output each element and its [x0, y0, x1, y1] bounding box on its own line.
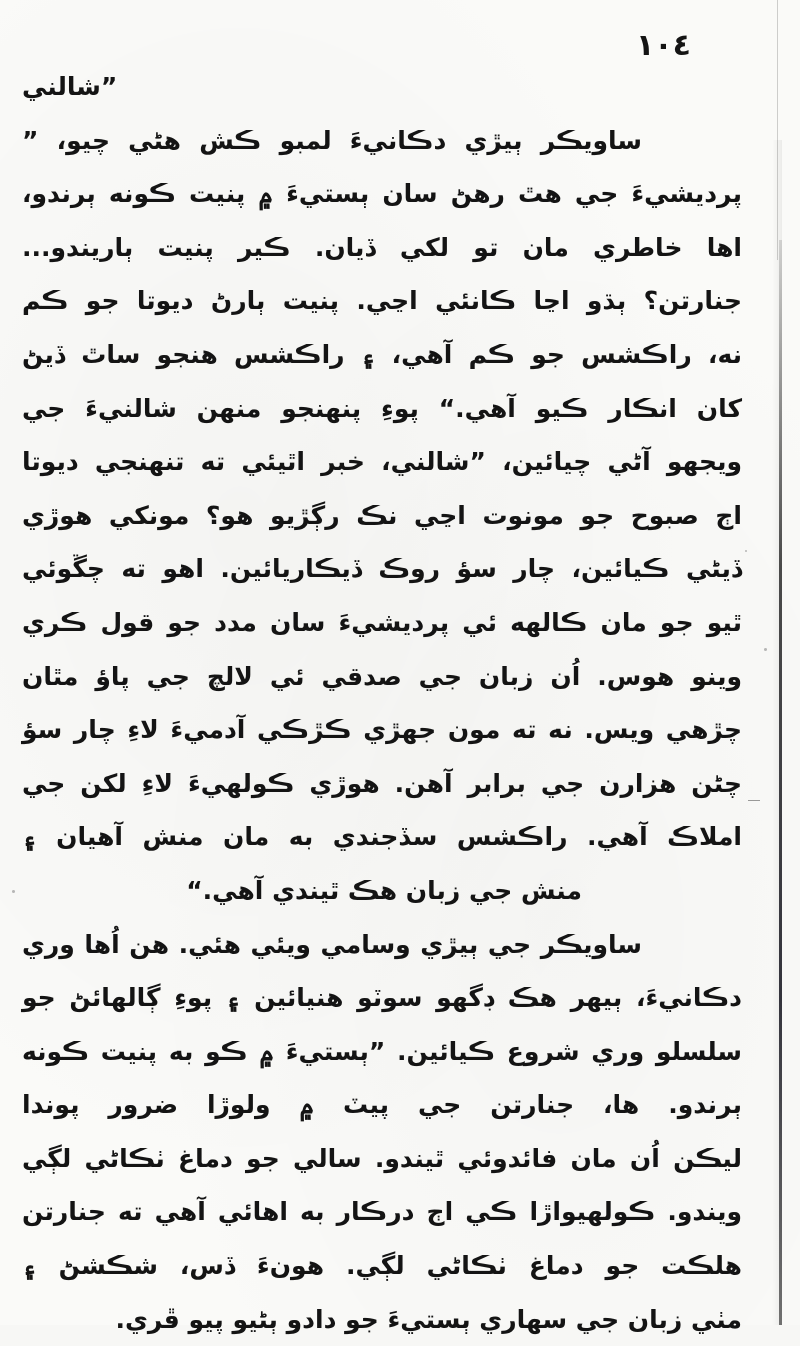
scan-speck — [745, 550, 747, 552]
text-line: ٻرندو. ها، جنارتن جي پيٽ ۾ ولوڙا ضرور پوندا — [22, 1090, 742, 1120]
text-line: چڙهي ويس. نه ته مون جهڙي ڪڙڪي آدميءَ لاءِ چار سؤ — [22, 715, 742, 745]
text-line: املاڪ آهي. راڪشس سڏجندي به مان منش آهيان ۽ — [22, 822, 742, 852]
text-line: ساويڪر ٻيڙي دڪانيءَ لمبو ڪش هڻي چيو، ” — [22, 125, 642, 155]
body-text — [22, 60, 742, 1346]
text-line: چڻن هزارن جي برابر آهن. هوڙي ڪولهيءَ لاءِ لکن جي — [22, 768, 742, 798]
text-line: دڪانيءَ، ٻيهر هڪ ڊگهو سوٽو هنيائين ۽ پوءِ ڳالهائڻ جو — [22, 983, 742, 1013]
scan-speck — [12, 890, 15, 893]
scan-mark — [748, 800, 760, 801]
text-line: نه، راڪشس جو ڪم آهي، ۽ راڪشس هنجو ساٿ ڏيڻ — [22, 339, 742, 369]
text-line: ويجهو آڻي چيائين، ”شالني، خبر اٿيئي ته تنهنجي ديوتا — [22, 447, 742, 477]
text-line: کان انڪار ڪيو آهي.“ پوءِ پنهنجو منهن شالنيءَ جي — [22, 393, 742, 423]
text-line: پرديشيءَ جي هٿ رهڻ سان ٻستيءَ ۾ پنيت ڪونه ٻرندو، — [22, 179, 742, 209]
text-line: ٿيو جو مان ڪالهه ئي پرديشيءَ سان مدد جو قول ڪري — [22, 607, 742, 637]
binding-gutter-line — [779, 240, 782, 1325]
text-line: ساويڪر جي ٻيڙي وسامي ويئي هئي. هن اُها وري — [22, 929, 642, 959]
text-line: ڏيڻي ڪيائين، چار سؤ روڪ ڏيڪاريائين. اهو ته چڱوئي — [22, 554, 742, 584]
text-line: ”شالني — [22, 72, 118, 101]
text-line: جنارتن؟ ٻڌو اڃا ڪانئي اڃي. پنيت ٻارڻ ديوتا جو ڪم — [22, 286, 742, 316]
text-line: مٺي زبان جي سهاري ٻستيءَ جو دادو ٻڻيو پيو ڦري. — [115, 1304, 742, 1334]
text-line: ليڪن اُن مان فائدوئي ٿيندو. سالي جو دماغ ٺڪاڻي لڳي — [22, 1143, 742, 1173]
scan-speck — [764, 648, 767, 651]
text-line: هلڪت جو دماغ ٺڪاڻي لڳي. هونءَ ڏس، شڪشڻ ۽ — [22, 1251, 742, 1281]
text-line: ويندو. ڪولهيواڙا ڪي اڄ درڪار به اهائي آهي ته جنارتن — [22, 1197, 742, 1227]
text-line: منش جي زبان هڪ ٿيندي آهي.“ — [186, 875, 582, 905]
page-number: ١٠٤ — [636, 28, 691, 63]
text-line: اها خاطري مان تو لکي ڏيان. ڪير پنيت ٻاريندو... — [22, 232, 742, 262]
text-line: سلسلو وري شروع ڪيائين. ”ٻستيءَ ۾ ڪو به پنيت ڪونه — [22, 1036, 742, 1066]
text-line: اڄ صبوح جو مونوت اڃي نڪ رڳڙيو هو؟ مونکي هوڙي — [22, 500, 742, 530]
text-line: وينو هوس. اُن زبان جي صدقي ئي لالچ جي پاؤ مٿان — [22, 661, 742, 691]
